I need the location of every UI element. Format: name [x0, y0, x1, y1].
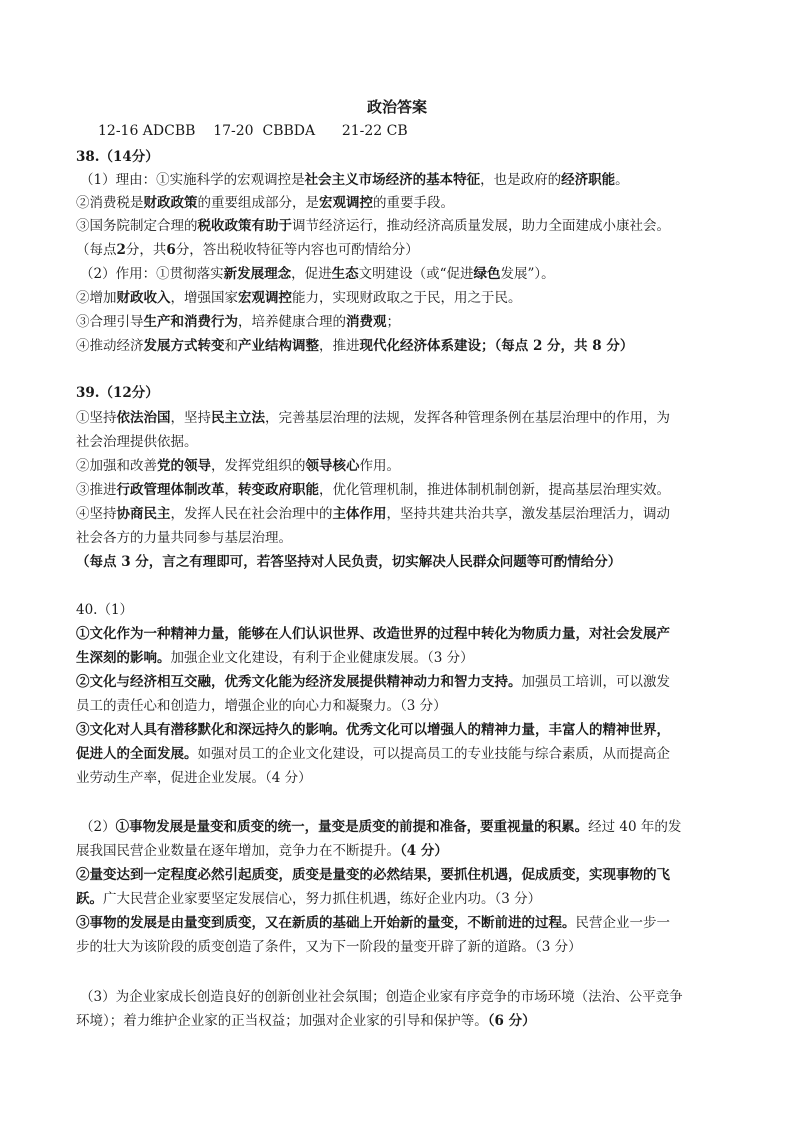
q38-line-7: ③合理引导生产和消费行为，培养健康合理的消费观； [76, 314, 400, 330]
q38-line-4: （每点2分，共6分，答出税收特征等内容也可酌情给分） [76, 242, 419, 258]
q40-p1-line-2: 生深刻的影响。加强企业文化建设，有利于企业健康发展。（3 分） [76, 650, 474, 666]
q40-p2-line-1: ②文化与经济相互交融，优秀文化能为经济发展提供精神动力和智力支持。加强员工培训，可以激发 [76, 674, 670, 690]
q38-heading: 38.（14分） [76, 149, 159, 165]
q39-line-2: 社会治理提供依据。 [76, 434, 198, 450]
q39-line-4: ③推进行政管理体制改革，转变政府职能，优化管理机制，推进体制机制创新，提高基层治理实效。 [76, 482, 670, 498]
q39-line-5: ④坚持协商民主，发挥人民在社会治理中的主体作用，坚持共建共治共享，激发基层治理活力，调动 [76, 506, 670, 522]
q40-s2-line-1: （2）①事物发展是量变和质变的统一，量变是质变的前提和准备，要重视量的积累。经过 40 年的发 [80, 819, 682, 835]
q39-line-3: ②加强和改善党的领导，发挥党组织的领导核心作用。 [76, 458, 400, 474]
multiple-choice-answers: 12-16 ADCBB 17-20 CBBDA 21-22 CB [98, 123, 408, 139]
q40-p3-line-2: 促进人的全面发展。如强对员工的企业文化建设，可以提高员工的专业技能与综合素质，从而提高企 [76, 746, 670, 762]
q38-line-2: ②消费税是财政政策的重要组成部分，是宏观调控的重要手段。 [76, 195, 454, 211]
page-title: 政治答案 [366, 98, 427, 116]
q39-scoring-note: （每点 3 分，言之有理即可，若答坚持对人民负责，切实解决人民群众问题等可酌情给分） [76, 554, 622, 570]
q40-s2-line-5: ③事物的发展是由量变到质变，又在新质的基础上开始新的量变，不断前进的过程。民营企业一步一 [76, 915, 670, 931]
q40-p3-line-1: ③文化对人具有潜移默化和深远持久的影响。优秀文化可以增强人的精神力量，丰富人的精神世界， [76, 722, 670, 738]
q38-line-1: （1）理由：①实施科学的宏观调控是社会主义市场经济的基本特征，也是政府的经济职能。 [80, 172, 629, 188]
q40-s2-line-3: ②量变达到一定程度必然引起质变，质变是量变的必然结果，要抓住机遇，促成质变，实现事物的飞 [76, 867, 670, 883]
q39-line-1: ①坚持依法治国，坚持民主立法，完善基层治理的法规，发挥各种管理条例在基层治理中的作用，为 [76, 410, 670, 426]
q40-s2-line-2: 展我国民营企业数量在逐年增加，竞争力在不断提升。（4 分） [76, 843, 448, 859]
q40-p3-line-3: 业劳动生产率，促进企业发展。（4 分） [76, 770, 312, 786]
q40-s2-line-6: 步的壮大为该阶段的质变创造了条件，又为下一阶段的量变开辟了新的道路。（3 分） [76, 939, 582, 955]
q40-heading: 40.（1） [76, 602, 134, 618]
q38-line-6: ②增加财政收入，增强国家宏观调控能力，实现财政取之于民，用之于民。 [76, 290, 522, 306]
q40-p1-line-1: ①文化作为一种精神力量，能够在人们认识世界、改造世界的过程中转化为物质力量，对社会发展产 [76, 626, 670, 642]
q40-s3-line-2: 环境）；着力维护企业家的正当权益；加强对企业家的引导和保护等。（6 分） [76, 1013, 536, 1029]
q40-s2-line-4: 跃。广大民营企业家要坚定发展信心，努力抓住机遇，练好企业内功。（3 分） [76, 891, 542, 907]
q38-line-8: ④推动经济发展方式转变和产业结构调整，推进现代化经济体系建设；（每点 2 分，共 8 分） [76, 338, 634, 354]
q40-p2-line-2: 员工的责任心和创造力，增强企业的向心力和凝聚力。（3 分） [76, 698, 447, 714]
q38-line-5: （2）作用：①贯彻落实新发展理念，促进生态文明建设（或“促进绿色发展”）。 [80, 266, 555, 282]
q39-heading: 39.（12分） [76, 385, 159, 401]
q38-line-3: ③国务院制定合理的税收政策有助于调节经济运行，推动经济高质量发展，助力全面建成小康社会。 [76, 218, 670, 234]
q40-s3-line-1: （3）为企业家成长创造良好的创新创业社会氛围；创造企业家有序竞争的市场环境（法治、公平竞争 [80, 989, 683, 1005]
q39-line-6: 社会各方的力量共同参与基层治理。 [76, 530, 292, 546]
